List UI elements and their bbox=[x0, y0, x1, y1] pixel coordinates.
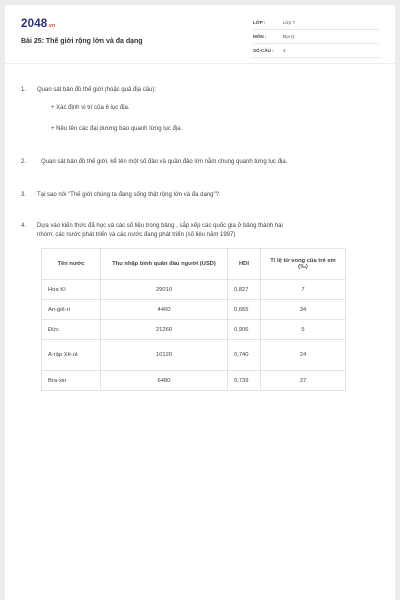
logo-suffix: .vn bbox=[47, 23, 56, 29]
meta-value: Địa lý bbox=[283, 34, 295, 39]
question-1 bbox=[21, 86, 381, 95]
cell-country: A-rập Xê-út bbox=[42, 340, 101, 371]
cell-mortality: 34 bbox=[261, 300, 346, 320]
question-1-bullet: + Nêu tên các đại dương bao quanh từng lục địa. bbox=[51, 126, 183, 132]
cell-country: Đức bbox=[42, 320, 101, 340]
worksheet-page bbox=[5, 5, 395, 600]
lesson-title: Bài 25: Thế giới rộng lớn và đa dạng bbox=[21, 38, 143, 45]
header-divider bbox=[5, 63, 395, 64]
column-header-country: Tên nước bbox=[42, 249, 101, 280]
cell-hdi: 0,906 bbox=[228, 320, 261, 340]
cell-income: 29010 bbox=[101, 280, 228, 300]
cell-income: 21260 bbox=[101, 320, 228, 340]
question-text-line-2: nhóm: các nước phát triển và các nước đang phát triển (số liệu năm 1997) bbox=[37, 232, 236, 238]
cell-mortality: 7 bbox=[261, 280, 346, 300]
table-row bbox=[42, 280, 346, 300]
cell-country: Bra-xin bbox=[42, 371, 101, 391]
cell-hdi: 0,740 bbox=[228, 340, 261, 371]
cell-hdi: 0,739 bbox=[228, 371, 261, 391]
question-1-bullet: + Xác định vị trí của 6 lục địa. bbox=[51, 105, 130, 111]
table-row bbox=[42, 371, 346, 391]
logo-text: 2048 bbox=[21, 18, 48, 30]
meta-row-question-count bbox=[253, 45, 379, 58]
table-row bbox=[42, 300, 346, 320]
table-header-row bbox=[42, 249, 346, 280]
question-number: 4. bbox=[21, 223, 27, 229]
column-header-mortality: Tỉ lệ tử vong của trẻ em (‰) bbox=[261, 249, 346, 280]
meta-label: SỐ CÂU : bbox=[253, 48, 274, 53]
cell-income: 10120 bbox=[101, 340, 228, 371]
cell-hdi: 0,665 bbox=[228, 300, 261, 320]
development-data-table bbox=[41, 248, 346, 391]
meta-label: LỚP : bbox=[253, 20, 266, 25]
question-2 bbox=[21, 158, 391, 167]
meta-value: 4 bbox=[283, 48, 286, 53]
question-text: Quan sát bản đồ thế giới, kể tên một số đảo và quần đảo lớn nằm chung quanh từng lục địa. bbox=[41, 159, 288, 165]
meta-value: Lớp 7 bbox=[283, 20, 295, 25]
column-header-income: Thu nhập bình quân đầu người (USD) bbox=[101, 249, 228, 280]
site-logo[interactable] bbox=[21, 18, 55, 30]
cell-country: An-giê-ri bbox=[42, 300, 101, 320]
page-header bbox=[5, 5, 395, 63]
question-3 bbox=[21, 191, 381, 200]
question-number: 2. bbox=[21, 159, 27, 165]
table-row bbox=[42, 340, 346, 371]
cell-income: 6480 bbox=[101, 371, 228, 391]
question-text: Tại sao nói "Thế giới chúng ta đang sống thật rộng lớn và đa dạng"? bbox=[37, 192, 219, 198]
cell-mortality: 37 bbox=[261, 371, 346, 391]
question-text-line-1: Dựa vào kiến thức đã học và các số liệu trong bảng , sắp xếp các quốc gia ở bảng thành hai bbox=[37, 223, 283, 229]
cell-hdi: 0,827 bbox=[228, 280, 261, 300]
meta-label: MÔN : bbox=[253, 34, 267, 39]
cell-mortality: 5 bbox=[261, 320, 346, 340]
question-number: 1. bbox=[21, 87, 27, 93]
cell-income: 4460 bbox=[101, 300, 228, 320]
question-text: Quan sát bản đồ thế giới (hoặc quả địa cầu): bbox=[37, 87, 157, 93]
meta-row-grade bbox=[253, 17, 379, 30]
question-number: 3. bbox=[21, 192, 27, 198]
column-header-hdi: HDI bbox=[228, 249, 261, 280]
cell-country: Hoa Kì bbox=[42, 280, 101, 300]
table-row bbox=[42, 320, 346, 340]
meta-row-subject bbox=[253, 31, 379, 44]
question-4 bbox=[21, 222, 381, 242]
cell-mortality: 24 bbox=[261, 340, 346, 371]
